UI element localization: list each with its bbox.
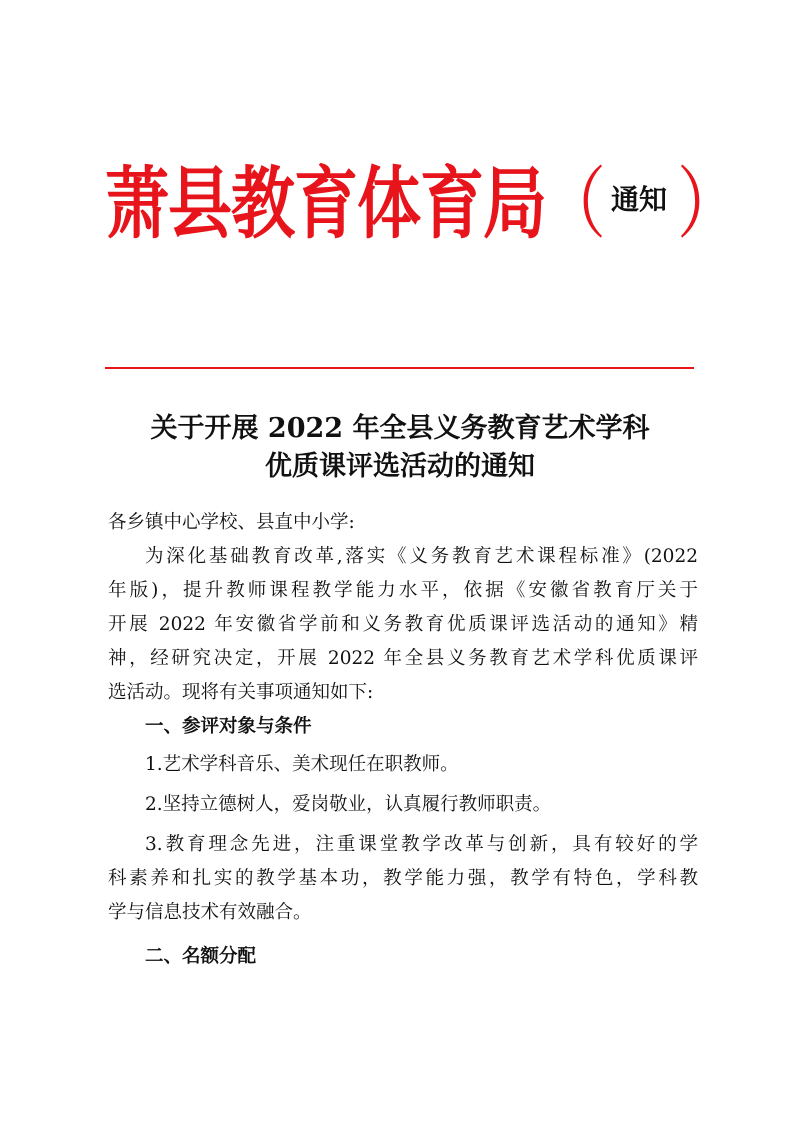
list-item-continuation: 学与信息技术有效融合。 bbox=[108, 902, 312, 923]
list-item: 3.教育理念先进，注重课堂教学改革与创新，具有较好的学 bbox=[145, 834, 698, 855]
document-body bbox=[108, 506, 698, 974]
list-item-continuation: 科素养和扎实的教学基本功，教学能力强，教学有特色，学科教 bbox=[108, 868, 698, 889]
intro-line: 神，经研究决定，开展 2022 年全县义务教育艺术学科优质课评 bbox=[108, 648, 698, 669]
list-item: 2.坚持立德树人，爱岗敬业，认真履行教师职责。 bbox=[145, 794, 552, 815]
header-red-rule bbox=[105, 367, 694, 369]
intro-line: 选活动。现将有关事项通知如下: bbox=[108, 682, 374, 703]
intro-line: 开展 2022 年安徽省学前和义务教育优质课评选活动的通知》精 bbox=[108, 614, 698, 635]
doc-type-label: 通知 bbox=[611, 183, 668, 216]
doc-type-close-paren: ） bbox=[677, 159, 741, 251]
doc-type-open-paren: （ bbox=[542, 159, 606, 251]
intro-line: 年版)，提升教师课程教学能力水平，依据《安徽省教育厅关于 bbox=[108, 580, 698, 601]
document-header bbox=[105, 150, 741, 260]
title-line-2: 优质课评选活动的通知 bbox=[265, 451, 535, 482]
section-heading-2: 二、名额分配 bbox=[145, 946, 257, 967]
salutation: 各乡镇中心学校、县直中小学: bbox=[108, 512, 355, 533]
intro-line: 为深化基础教育改革,落实《义务教育艺术课程标准》(2022 bbox=[145, 546, 698, 567]
issuer-name: 萧县教育体育局 bbox=[105, 158, 546, 251]
title-line-1: 关于开展 2022 年全县义务教育艺术学科 bbox=[150, 413, 650, 444]
section-heading-1: 一、参评对象与条件 bbox=[145, 716, 312, 737]
document-title bbox=[100, 410, 700, 486]
list-item: 1.艺术学科音乐、美术现任在职教师。 bbox=[145, 754, 459, 775]
